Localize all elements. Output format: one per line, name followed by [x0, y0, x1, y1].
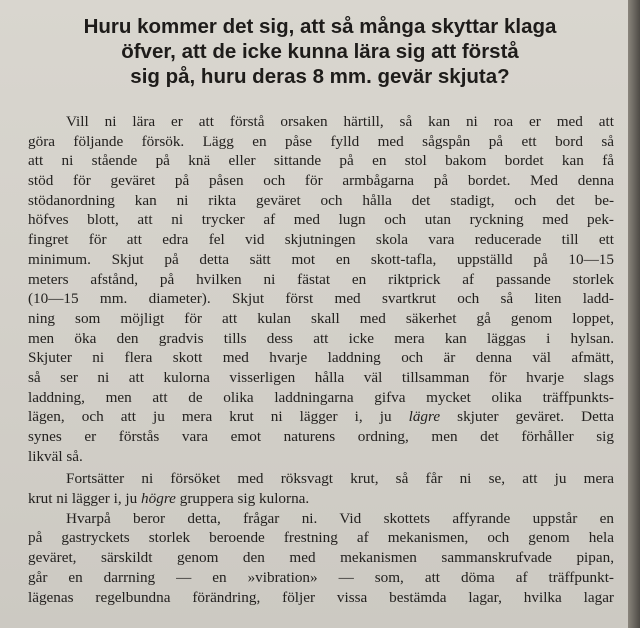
text-line: på gastryckets storlek beroende frestning af mekanismen, och genom hela: [28, 529, 614, 547]
heading-line: Huru kommer det sig, att så många skyttar klaga: [83, 15, 557, 38]
text-line: Hvarpå beror detta, frågar ni. Vid skottets affyrande uppstår en: [66, 509, 614, 527]
paragraph-2: [28, 469, 614, 508]
text-line: fingret för att edra fel vid skjutningen skola vara reducerade till ett: [28, 231, 614, 249]
text-fragment: skjuter geväret. Detta: [440, 408, 614, 426]
text-line: stöd för geväret på påsen och för armbågarna på bordet. Med denna: [28, 172, 614, 190]
text-line: [28, 407, 614, 427]
text-fragment: gruppera sig kulorna.: [175, 490, 310, 508]
text-fragment: krut ni lägger i, ju: [28, 490, 142, 508]
text-line: [28, 489, 614, 509]
text-line: Vill ni lära er att förstå orsaken härtill, så kan ni roa er med att: [66, 113, 614, 130]
text-line: Fortsätter ni försöket med röksvagt krut, så får ni se, att ju mera: [66, 470, 614, 488]
text-line: men öka den gradvis tills dess att icke mera kan läggas i hylsan.: [28, 329, 614, 347]
text-line: synes er förstås vara emot naturens ordning, men det förhåller sig: [28, 428, 614, 445]
page-edge-shadow: [628, 0, 640, 628]
text-line: höfves blott, att ni trycker af med lugn och utan ryckning med pek-: [28, 211, 614, 229]
text-line: att ni stående på knä eller sittande på en stol bakom bordet kan få: [28, 152, 614, 170]
heading-line: sig på, huru deras 8 mm. gevär skjuta?: [130, 65, 510, 88]
text-line: ning som möjligt för att kulan skall med säkerhet gå genom loppet,: [28, 309, 614, 327]
text-line: Skjuter ni flera skott med hvarje laddning och är denna väl afmätt,: [28, 349, 614, 367]
text-line: (10—15 mm. diameter). Skjut först med svartkrut och så liten ladd-: [28, 290, 614, 308]
text-line: stödanordning kan ni rikta geväret och hålla det stadigt, och det be-: [28, 191, 614, 209]
text-line: lägenas regelbundna förändring, följer vissa bestämda lagar, hvilka lagar: [28, 588, 614, 606]
text-line: göra följande försök. Lägg en påse fylld med sågspån på ett bord så: [28, 132, 614, 150]
text-line: meters afstånd, på hvilken ni fästat en riktprick af passande storlek: [28, 270, 614, 288]
text-fragment: lägen, och att ju mera krut ni lägger i, ju: [28, 408, 409, 426]
text-line: så ser ni att kulorna visserligen hålla väl tillsamman för hvarje slags: [28, 368, 614, 386]
emphasis-text: lägre: [408, 408, 441, 426]
paragraph-1: [28, 112, 614, 466]
text-line: likväl så.: [28, 447, 83, 465]
heading-line: öfver, att de icke kunna lära sig att förstå: [121, 40, 519, 63]
text-line: minimum. Skjut på detta sätt mot en skott-tafla, uppställd på 10—15: [28, 250, 614, 268]
text-line: går en darrning — en »vibration» — som, att döma af träffpunkt-: [28, 568, 614, 586]
text-line: geväret, särskildt genom den med mekanismen sammanskrufvade pipan,: [28, 549, 614, 567]
paragraph-3: [28, 509, 614, 607]
text-line: laddning, men att de olika laddningarna gifva mycket olika träffpunkts-: [28, 388, 614, 406]
article-heading: [20, 14, 620, 89]
article-body: [28, 112, 614, 607]
emphasis-text: högre: [141, 490, 176, 508]
